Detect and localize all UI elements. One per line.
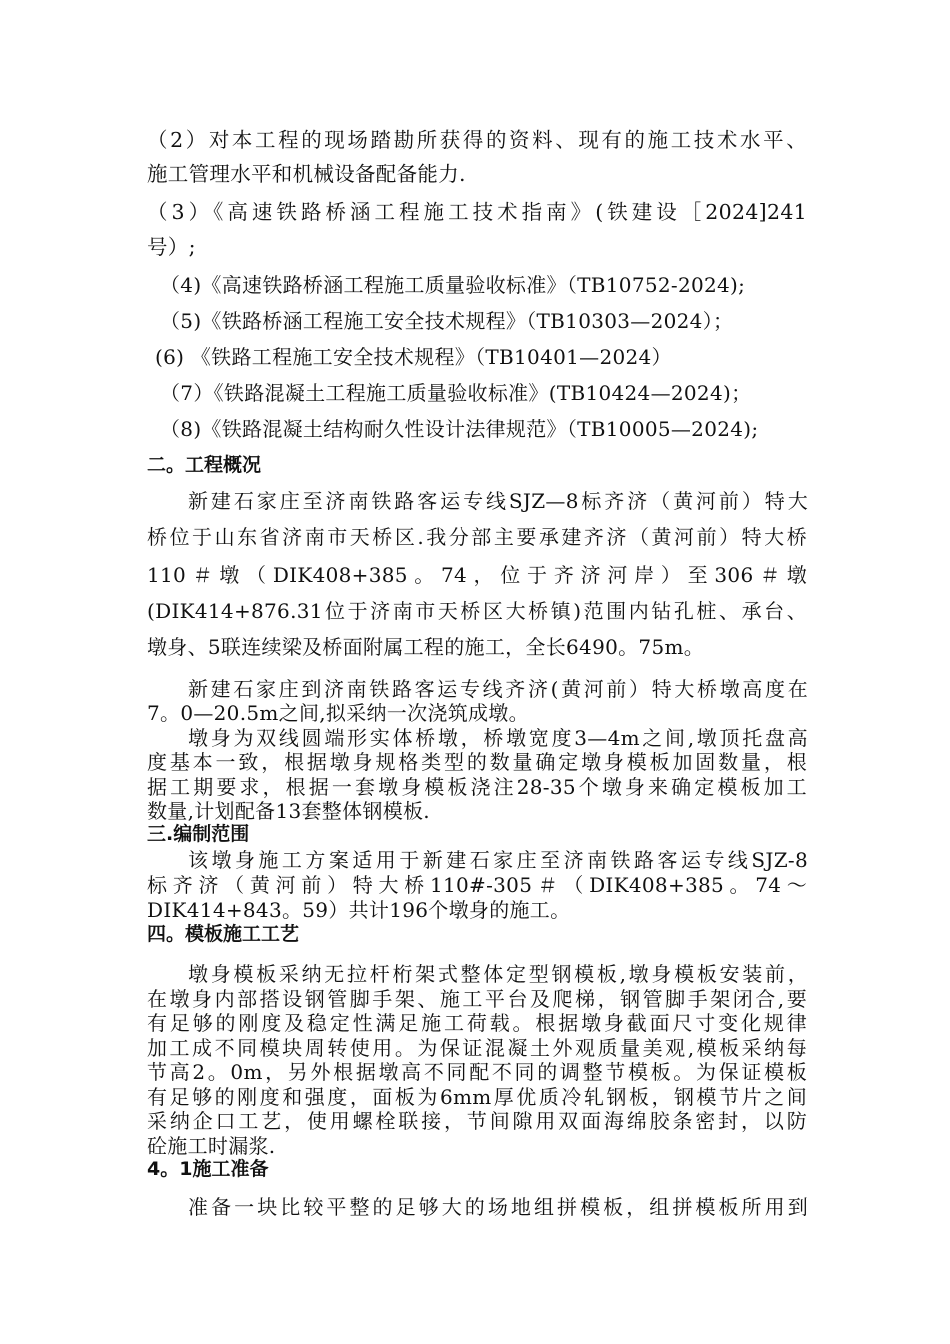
section-2-para2-line2: 7。0—20.5m之间,拟采纳一次浇筑成墩。 (147, 701, 529, 725)
section-3-line2: 标齐济（黄河前）特大桥110#-305＃（DIK408+385。74～ (147, 873, 807, 897)
reference-6: (6) 《铁路工程施工安全技术规程》（TB10401—2024） (155, 345, 672, 369)
section-3-heading: 三.编制范围 (147, 823, 250, 845)
section-2-para1-line2: 桥位于山东省济南市天桥区.我分部主要承建齐济（黄河前）特大桥 (147, 525, 807, 549)
section-3-line3: DIK414+843。59）共计196个墩身的施工。 (147, 898, 571, 922)
section-4-line6: 有足够的刚度和强度，面板为6mm厚优质冷轧钢板，钢模节片之间 (147, 1085, 807, 1109)
section-4-line8: 砼施工时漏浆. (147, 1134, 276, 1158)
section-4-line3: 有足够的刚度及稳定性满足施工荷载。根据墩身截面尺寸变化规律 (147, 1011, 807, 1035)
section-2-para1-line4: (DIK414+876.31位于济南市天桥区大桥镇)范围内钻孔桩、承台、 (147, 599, 807, 623)
section-2-para1-line1: 新建石家庄至济南铁路客运专线SJZ—8标齐济（黄河前）特大 (188, 489, 808, 513)
section-2-para3-line3: 据工期要求，根据一套墩身模板浇注28-35个墩身来确定模板加工 (147, 775, 807, 799)
reference-2-line-2: 施工管理水平和机械设备配备能力. (147, 162, 466, 186)
section-4-line1: 墩身模板采纳无拉杆桁架式整体定型钢模板,墩身模板安装前， (188, 962, 808, 986)
section-2-para3-line1: 墩身为双线圆端形实体桥墩，桥墩宽度3—4m之间,墩顶托盘高 (188, 726, 808, 750)
reference-2-line-1: （2）对本工程的现场踏勘所获得的资料、现有的施工技术水平、 (147, 128, 807, 152)
section-4-line2: 在墩身内部搭设钢管脚手架、施工平台及爬梯，钢管脚手架闭合,要 (147, 987, 807, 1011)
reference-3-line-2: 号）; (147, 235, 196, 259)
reference-3-line-1: （3）《高速铁路桥涵工程施工技术指南》(铁建设［2024]241 (147, 200, 807, 224)
section-4-line5: 节高2。0m，另外根据墩高不同配不同的调整节模板。为保证模板 (147, 1060, 807, 1084)
section-4-line7: 采纳企口工艺，使用螺栓联接，节间隙用双面海绵胶条密封，以防 (147, 1109, 807, 1133)
section-3-line1: 该墩身施工方案适用于新建石家庄至济南铁路客运专线SJZ-8 (188, 848, 808, 872)
section-2-para3-line2: 度基本一致，根据墩身规格类型的数量确定墩身模板加固数量，根 (147, 750, 807, 774)
section-4-heading: 四。模板施工工艺 (147, 923, 300, 945)
section-2-para2-line1: 新建石家庄到济南铁路客运专线齐济(黄河前）特大桥墩高度在 (188, 677, 808, 701)
section-2-para3-line4: 数量,计划配备13套整体钢模板. (147, 799, 430, 823)
section-2-para1-line5: 墩身、5联连续梁及桥面附属工程的施工，全长6490。75m。 (147, 635, 705, 659)
section-4-1-line1: 准备一块比较平整的足够大的场地组拼模板，组拼模板所用到 (188, 1195, 808, 1219)
section-4-line4: 加工成不同模块周转使用。为保证混凝土外观质量美观,模板采纳每 (147, 1036, 807, 1060)
section-2-para1-line3: 110＃墩（DIK408+385。74，位于齐济河岸）至306＃墩 (147, 563, 807, 587)
reference-5: （5)《铁路桥涵工程施工安全技术规程》（TB10303—2024）； (160, 309, 734, 333)
reference-4: （4)《高速铁路桥涵工程施工质量验收标准》（TB10752-2024); (160, 273, 746, 297)
section-4-1-heading: 4。1施工准备 (147, 1158, 269, 1180)
reference-7: （7）《铁路混凝土工程施工质量验收标准》(TB10424—2024)； (160, 381, 752, 405)
reference-8: （8)《铁路混凝土结构耐久性设计法律规范》（TB10005—2024); (160, 417, 759, 441)
section-2-heading: 二。工程概况 (147, 454, 262, 476)
